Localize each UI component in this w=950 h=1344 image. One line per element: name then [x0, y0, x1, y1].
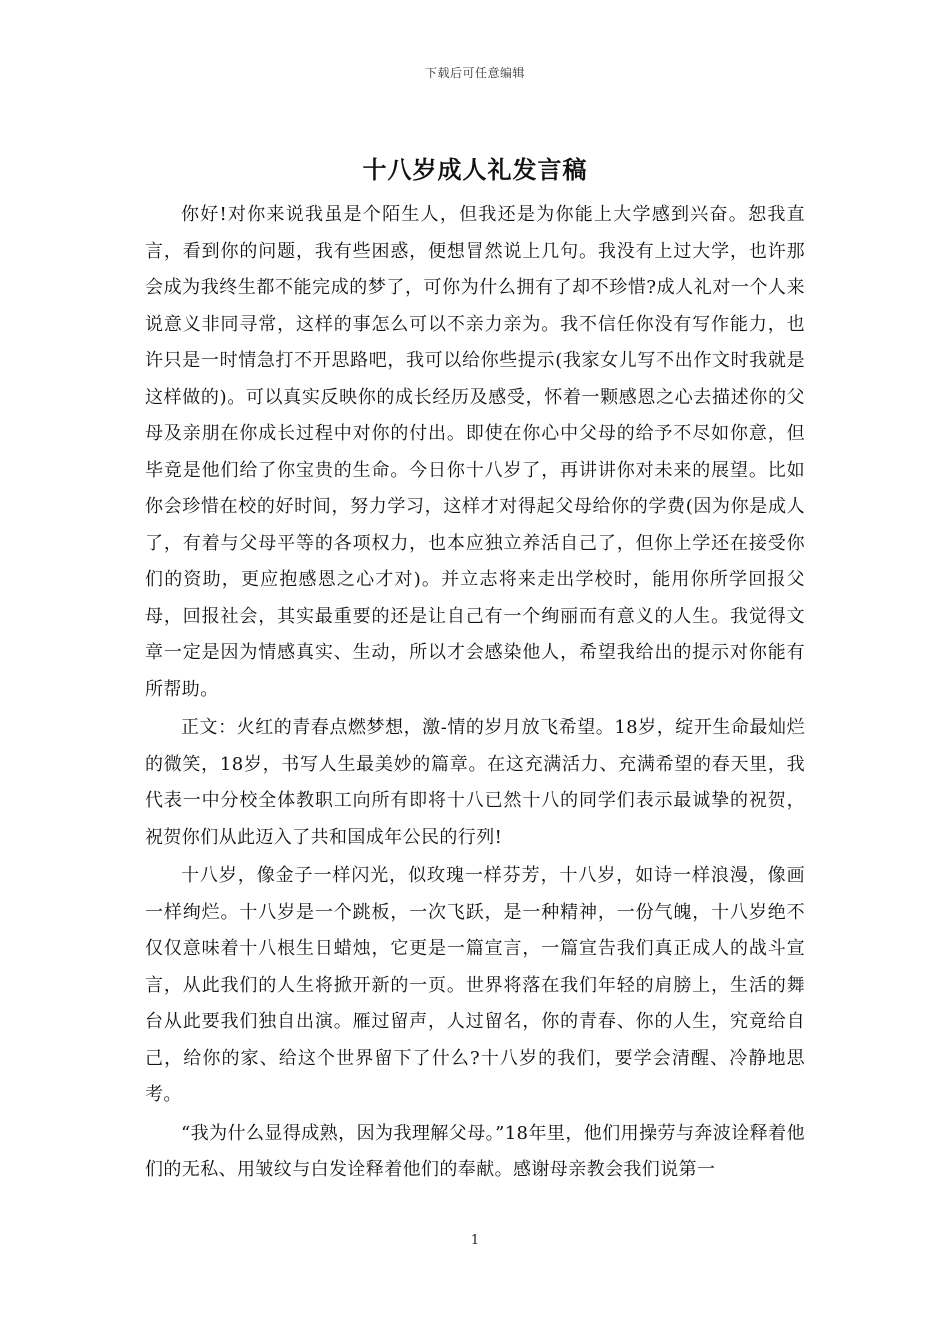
- paragraph-main-text: 正文：火红的青春点燃梦想，激-情的岁月放飞希望。18岁，绽开生命最灿烂的微笑，18岁，书写人生最美妙的篇章。在这充满活力、充满希望的春天里，我代表一中分校全体教职工向所有即将十八已然十八的同学们表示最诚挚的祝贺，祝贺你们从此迈入了共和国成年公民的行列!: [145, 717, 805, 848]
- page-number: 1: [470, 1233, 480, 1248]
- paragraph-intro: 你好!对你来说我虽是个陌生人，但我还是为你能上大学感到兴奋。恕我直言，看到你的问题，我有些困惑，便想冒然说上几句。我没有上过大学，也许那会成为我终生都不能完成的梦了，可你为什么拥有了却不珍惜?成人礼对一个人来说意义非同寻常，这样的事怎么可以不亲力亲为。我不信任你没有写作能力，也许只是一时情急打不开思路吧，我可以给你些提示(我家女儿写不出作文时我就是这样做的)。可以真实反映你的成长经历及感受，怀着一颗感恩之心去描述你的父母及亲朋在你成长过程中对你的付出。即使在你心中父母的给予不尽如你意，但毕竟是他们给了你宝贵的生命。今日你十八岁了，再讲讲你对未来的展望。比如你会珍惜在校的好时间，努力学习，这样才对得起父母给你的学费(因为你是成人了，有着与父母平等的各项权力，也本应独立养活自己了，但你上学还在接受你们的资助，更应抱感恩之心才对)。并立志将来走出学校时，能用你所学回报父母，回报社会，其实最重要的还是让自己有一个绚丽而有意义的人生。我觉得文章一定是因为情感真实、生动，所以才会感染他人，希望我给出的提示对你能有所帮助。: [145, 204, 805, 700]
- document-body: [145, 197, 805, 1191]
- document-title: 十八岁成人礼发言稿: [362, 155, 588, 184]
- paragraph-eighteen: 十八岁，像金子一样闪光，似玫瑰一样芬芳，十八岁，如诗一样浪漫，像画一样绚烂。十八岁是一个跳板，一次飞跃，是一种精神，一份气魄，十八岁绝不仅仅意味着十八根生日蜡烛，它更是一篇宣言，一篇宣告我们真正成人的战斗宣言，从此我们的人生将掀开新的一页。世界将落在我们年轻的肩膀上，生活的舞台从此要我们独自出演。雁过留声，人过留名，你的青春、你的人生，究竟给自己，给你的家、给这个世界留下了什么?十八岁的我们，要学会清醒、冷静地思考。: [145, 865, 805, 1105]
- paragraph-parents: “我为什么显得成熟，因为我理解父母。”18年里，他们用操劳与奔波诠释着他们的无私、用皱纹与白发诠释着他们的奉献。感谢母亲教会我们说第一: [145, 1122, 805, 1180]
- header-note: 下载后可任意编辑: [424, 66, 525, 80]
